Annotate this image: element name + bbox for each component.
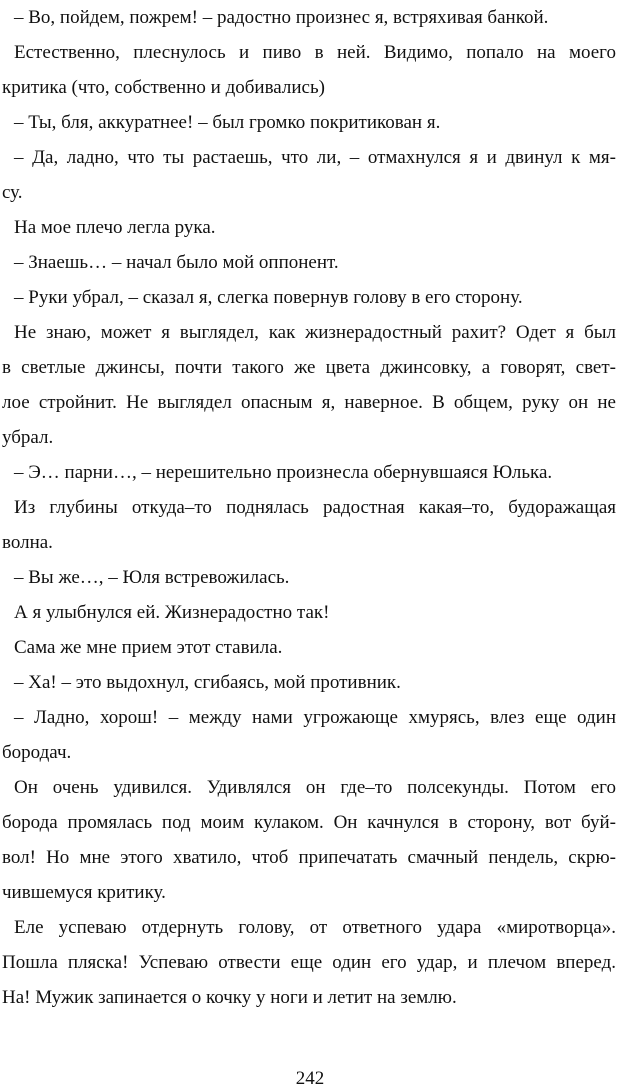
paragraph [2, 910, 616, 1015]
text-line: су. [2, 182, 23, 203]
text-line: На мое плечо легла рука. [14, 217, 216, 238]
text-line: бородач. [2, 742, 72, 763]
paragraph [2, 245, 616, 280]
paragraph [2, 490, 616, 560]
paragraph [2, 105, 616, 140]
text-line: – Ты, бля, аккуратнее! – был громко покритикован я. [14, 112, 441, 133]
paragraph [2, 140, 616, 210]
text-line: чившемуся критику. [2, 882, 166, 903]
text-line: Естественно, плеснулось и пиво в ней. Видимо, попало на моего [14, 42, 616, 63]
paragraph [2, 770, 616, 910]
paragraph [2, 630, 616, 665]
text-line: волна. [2, 532, 53, 553]
paragraph [2, 35, 616, 105]
text-line: лое стройнит. Не выглядел опасным я, наверное. В общем, руку он не [2, 392, 616, 413]
text-line: критика (что, собственно и добивались) [2, 77, 325, 98]
text-line: – Руки убрал, – сказал я, слегка повернув голову в его сторону. [14, 287, 523, 308]
text-line: А я улыбнулся ей. Жизнерадостно так! [14, 602, 330, 623]
paragraph [2, 560, 616, 595]
paragraph [2, 595, 616, 630]
paragraph [2, 455, 616, 490]
text-line: – Вы же…, – Юля встревожилась. [14, 567, 290, 588]
text-line: На! Мужик запинается о кочку у ноги и летит на землю. [2, 987, 457, 1008]
paragraph [2, 280, 616, 315]
text-line: – Э… парни…, – нерешительно произнесла обернувшаяся Юлька. [14, 462, 553, 483]
text-body [2, 0, 616, 1015]
text-line: Он очень удивился. Удивлялся он где–то полсекунды. Потом его [14, 777, 616, 798]
paragraph [2, 315, 616, 455]
text-line: – Во, пойдем, пожрем! – радостно произнес я, встряхивая банкой. [14, 7, 549, 28]
text-line: борода промялась под моим кулаком. Он качнулся в сторону, вот буй- [2, 812, 616, 833]
text-line: вол! Но мне этого хватило, чтоб припечатать смачный пендель, скрю- [2, 847, 616, 868]
text-line: в светлые джинсы, почти такого же цвета джинсовку, а говорят, свет- [2, 357, 616, 378]
text-line: Пошла пляска! Успеваю отвести еще один его удар, и плечом вперед. [2, 952, 616, 973]
paragraph [2, 700, 616, 770]
text-line: Сама же мне прием этот ставила. [14, 637, 283, 658]
text-line: – Да, ладно, что ты растаешь, что ли, – отмахнулся я и двинул к мя- [14, 147, 616, 168]
text-line: – Знаешь… – начал было мой оппонент. [14, 252, 339, 273]
paragraph [2, 210, 616, 245]
text-line: Еле успеваю отдернуть голову, от ответного удара «миротворца». [14, 917, 616, 938]
text-line: убрал. [2, 427, 54, 448]
page-number: 242 [295, 1068, 325, 1089]
text-line: Из глубины откуда–то поднялась радостная какая–то, будоражащая [14, 497, 616, 518]
paragraph [2, 0, 616, 35]
text-line: Не знаю, может я выглядел, как жизнерадостный рахит? Одет я был [14, 322, 616, 343]
text-line: – Ладно, хорош! – между нами угрожающе хмурясь, влез еще один [14, 707, 616, 728]
text-line: – Ха! – это выдохнул, сгибаясь, мой противник. [14, 672, 401, 693]
paragraph [2, 665, 616, 700]
